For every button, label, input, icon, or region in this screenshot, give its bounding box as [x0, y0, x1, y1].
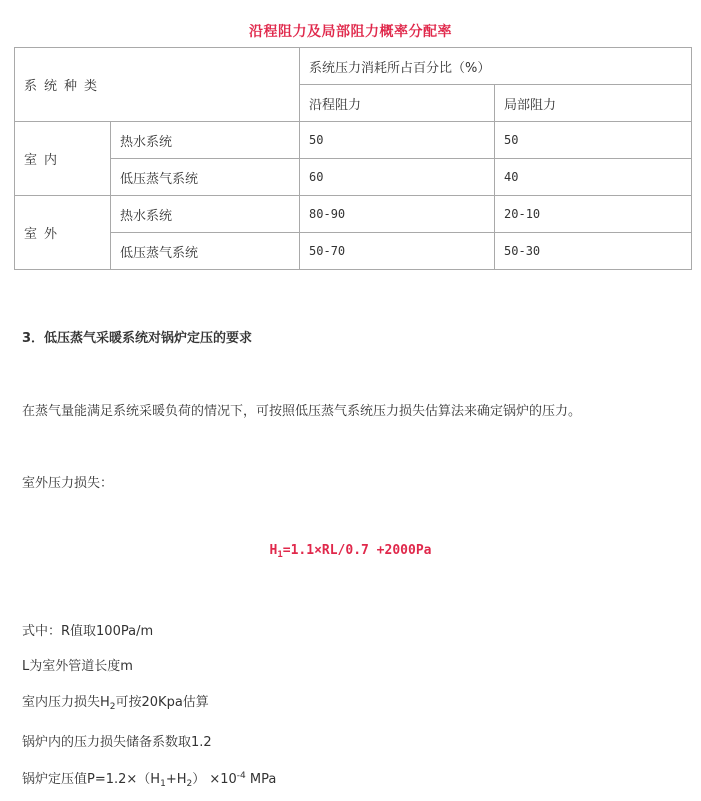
p-plus: +H: [165, 772, 187, 787]
note-l-value: L为室外管道长度m: [22, 659, 133, 674]
p-prefix: 锅炉定压值P=1.2×（H: [22, 772, 161, 787]
table-row: [15, 159, 692, 196]
resistance-ratio-table: [14, 47, 692, 270]
intro-paragraph: 在蒸气量能满足系统采暖负荷的情况下，可按照低压蒸气系统压力损失估算法来确定锅炉的压力。: [22, 404, 582, 419]
friction-value-cell: 60: [300, 159, 495, 196]
p-exponent: -4: [236, 771, 246, 781]
table-row: [15, 233, 692, 270]
note-h2-estimate: [22, 691, 209, 712]
group-label-indoor: 室内: [15, 122, 111, 196]
system-name-cell: 热水系统: [111, 122, 300, 159]
local-value-cell: 20-10: [495, 196, 692, 233]
p-subscript-1: 1: [160, 779, 166, 789]
friction-value-cell: 50: [300, 122, 495, 159]
system-name-cell: 低压蒸气系统: [111, 233, 300, 270]
group-label-outdoor: 室外: [15, 196, 111, 270]
p-middle: ） ×10: [192, 772, 237, 787]
pressure-percentage-header: 系统压力消耗所占百分比（%）: [300, 48, 692, 85]
system-type-header: 系统种类: [15, 48, 300, 122]
section-heading: 3．低压蒸气采暖系统对锅炉定压的要求: [22, 331, 253, 346]
h2-subscript: 2: [109, 702, 116, 712]
note-reserve-coefficient: 锅炉内的压力损失储备系数取1.2: [22, 735, 212, 750]
formula-subscript: 1: [277, 550, 283, 560]
local-value-cell: 50: [495, 122, 692, 159]
local-value-cell: 50-30: [495, 233, 692, 270]
friction-resistance-header: 沿程阻力: [300, 85, 495, 122]
outdoor-loss-label: 室外压力损失：: [22, 476, 114, 491]
note-boiler-pressure: [22, 768, 276, 789]
pressure-formula: [0, 543, 701, 560]
friction-value-cell: 50-70: [300, 233, 495, 270]
local-resistance-header: 局部阻力: [495, 85, 692, 122]
p-unit: MPa: [245, 772, 277, 787]
formula-symbol: H: [269, 543, 278, 558]
table-row: [15, 48, 692, 85]
local-value-cell: 40: [495, 159, 692, 196]
h2-prefix: 室内压力损失H: [22, 695, 110, 710]
system-name-cell: 低压蒸气系统: [111, 159, 300, 196]
formula-expression: =1.1×RL/0.7 +2000Pa: [282, 543, 432, 558]
note-r-value: 式中：R值取100Pa/m: [22, 624, 154, 639]
friction-value-cell: 80-90: [300, 196, 495, 233]
table-title: 沿程阻力及局部阻力概率分配率: [249, 24, 452, 40]
p-subscript-2: 2: [186, 779, 193, 789]
table-row: [15, 122, 692, 159]
table-row: [15, 196, 692, 233]
system-name-cell: 热水系统: [111, 196, 300, 233]
h2-suffix: 可按20Kpa估算: [115, 695, 209, 710]
